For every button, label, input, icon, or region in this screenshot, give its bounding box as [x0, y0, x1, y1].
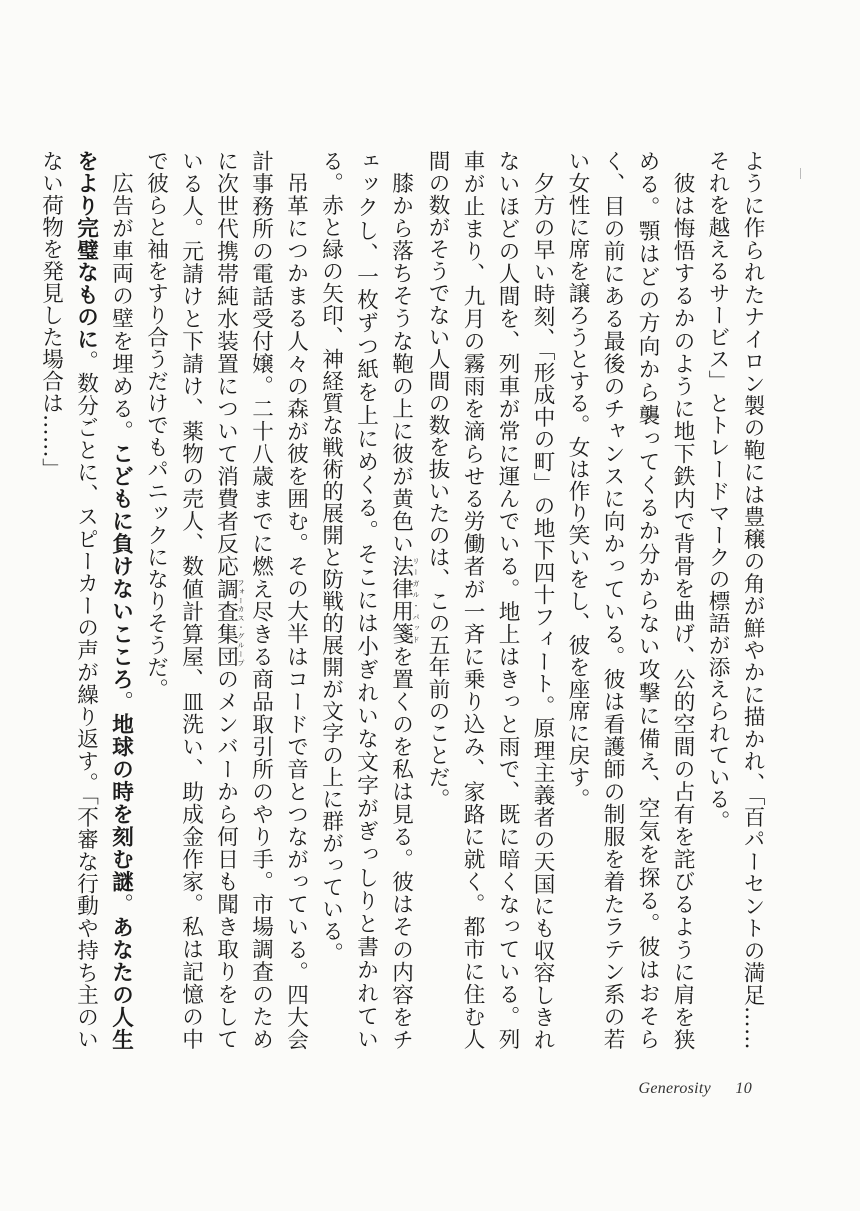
- ruby-focus-group: [213, 577, 245, 668]
- paragraph-3: 夕方の早い時刻、「形成中の町」の地下四十フィート。原理主義者の天国にも収容しきれないほどの人間を、列車が常に運んでいる。地上はきっと雨で、既に暗くなっている。列車が止まり、九月の霧雨を滴らせる労働者が一斉に乗り込み、家路に就く。都市に住む人間の数がそうでない人間の数を抜いたのは、この五年前のことだ。: [425, 150, 555, 1050]
- vertical-text-block: [34, 150, 771, 1050]
- paragraph-5-middle: のメンバーから何日も聞き取りをしている人。元請けと下請け、薬物の売人、数値計算屋、皿洗い、助成金作家。私は記憶の中で彼らと袖をすり合うだけでもパニックになりそうだ。: [143, 150, 239, 1051]
- ad-slogan-3: あなたの人生をより完璧なものに: [73, 150, 134, 1051]
- ruby-focus-group-reading: フォーカス・グループ: [237, 577, 245, 668]
- paragraph-5-before: 吊革につかまる人々の森が彼を囲む。その大半はコードで音とつながっている。四大会計事務所の電話受付嬢。二十八歳までに燃え尽きる商品取引所のやり手。市場調査のために次世代携帯純水装置について消費者反応: [213, 150, 309, 1050]
- paragraph-1: ように作られたナイロン製の鞄には豊穣の角が鮮やかに描かれ、「百パーセントの満足……それを越えるサービス」とトレードマークの標語が添えられている。: [705, 150, 765, 1050]
- page-number: 10: [735, 1080, 752, 1097]
- paragraph-4: [314, 150, 421, 1050]
- paragraph-4-after: を置くのを私は見る。彼はその内容をチェックし、一枚ずつ紙を上にめくる。そこには小ぎれいな文字がぎっしりと書かれている。赤と緑の矢印、神経質な戦術的展開と防戦的展開が文字の上に群がっている。: [318, 150, 414, 1051]
- ruby-legal-pad-reading: リーガル・パッド: [412, 554, 420, 645]
- punct-1: 。: [108, 689, 134, 713]
- page-footer: [638, 1080, 752, 1098]
- ruby-legal-pad: [388, 554, 420, 645]
- ruby-legal-pad-base: 法律用箋: [388, 554, 414, 645]
- paragraph-6: [34, 150, 139, 1050]
- ad-slogan-1: こどもに負けないこころ: [108, 442, 134, 690]
- paragraph-6-after: 。数分ごとに、スピーカーの声が繰り返す。「不審な行動や持ち主のいない荷物を発見した場合は……」: [38, 150, 99, 1051]
- ad-slogan-2: 地球の時を刻む謎: [108, 712, 134, 893]
- paragraph-6-before: 広告が車両の壁を埋める。: [108, 171, 134, 443]
- punct-2: 。: [108, 892, 134, 916]
- paragraph-4-before: 膝から落ちそうな鞄の上に彼が黄色い: [388, 171, 414, 555]
- footer-book-title: Generosity: [638, 1080, 712, 1097]
- margin-mark: [800, 168, 805, 179]
- paragraph-5: [139, 150, 314, 1050]
- paragraph-2: 彼は悔悟するかのように地下鉄内で背骨を曲げ、公的空間の占有を詫びるように肩を狭める。顎はどの方向から襲ってくるか分からない攻撃に備え、空気を探る。彼はおそらく、目の前にある最後のチャンスに向かっている。彼は看護師の制服を着たラテン系の若い女性に席を譲ろうとする。女は作り笑いをし、彼を座席に戻す。: [565, 150, 695, 1050]
- ruby-focus-group-base: 調査集団: [213, 577, 239, 668]
